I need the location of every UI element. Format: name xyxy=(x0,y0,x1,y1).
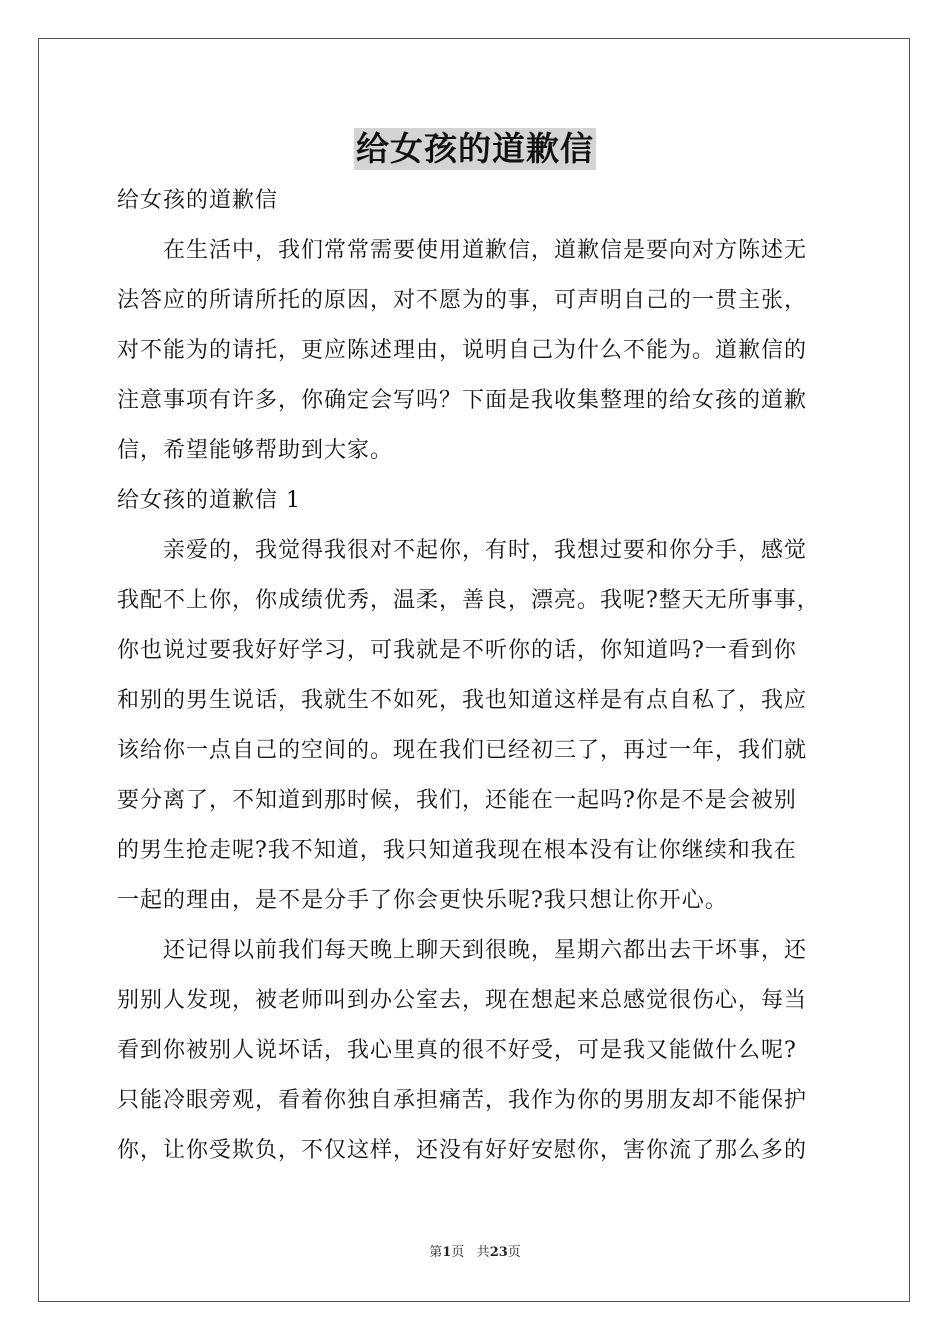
text-line: 该给你一点自己的空间的。现在我们已经初三了，再过一年，我们就 xyxy=(117,738,808,763)
text-line: 别别人发现，被老师叫到办公室去，现在想起来总感觉很伤心，每当 xyxy=(117,988,808,1013)
page-prefix: 第 xyxy=(429,1245,443,1260)
total-prefix: 共 xyxy=(476,1245,490,1260)
document-body xyxy=(117,176,837,1176)
text-line: 你，让你受欺负，不仅这样，还没有好好安慰你，害你流了那么多的 xyxy=(117,1138,808,1163)
text-line: 只能冷眼旁观，看着你独自承担痛苦，我作为你的男朋友却不能保护 xyxy=(117,1088,808,1113)
page-footer xyxy=(0,1244,950,1262)
text-line: 还记得以前我们每天晚上聊天到很晚，星期六都出去干坏事，还 xyxy=(163,938,808,963)
title-container xyxy=(0,128,950,170)
section-heading: 给女孩的道歉信 1 xyxy=(117,488,301,513)
text-line: 在生活中，我们常常需要使用道歉信，道歉信是要向对方陈述无 xyxy=(163,238,808,263)
page-number: 1 xyxy=(442,1245,452,1260)
text-line: 注意事项有许多，你确定会写吗？下面是我收集整理的给女孩的道歉 xyxy=(117,388,808,413)
text-line: 看到你被别人说坏话，我心里真的很不好受，可是我又能做什么呢? xyxy=(117,1038,797,1063)
document-title: 给女孩的道歉信 xyxy=(356,129,594,168)
text-line: 要分离了，不知道到那时候，我们，还能在一起吗?你是不是会被别 xyxy=(117,788,797,813)
text-line: 我配不上你，你成绩优秀，温柔，善良，漂亮。我呢?整天无所事事， xyxy=(117,588,820,613)
text-line: 和别的男生说话，我就生不如死，我也知道这样是有点自私了，我应 xyxy=(117,688,808,713)
text-line: 法答应的所请所托的原因，对不愿为的事，可声明自己的一贯主张， xyxy=(117,288,808,313)
page-suffix: 页 xyxy=(451,1245,465,1260)
text-line: 一起的理由，是不是分手了你会更快乐呢?我只想让你开心。 xyxy=(117,888,728,913)
total-suffix: 页 xyxy=(507,1245,521,1260)
text-line: 对不能为的请托，更应陈述理由，说明自己为什么不能为。道歉信的 xyxy=(117,338,808,363)
total-pages: 23 xyxy=(489,1245,508,1260)
text-line: 的男生抢走呢?我不知道，我只知道我现在根本没有让你继续和我在 xyxy=(117,838,797,863)
text-line: 你也说过要我好好学习，可我就是不听你的话，你知道吗?一看到你 xyxy=(117,638,797,663)
text-line: 信，希望能够帮助到大家。 xyxy=(117,438,394,463)
text-line: 亲爱的，我觉得我很对不起你，有时，我想过要和你分手，感觉 xyxy=(163,538,808,563)
subtitle-line: 给女孩的道歉信 xyxy=(117,188,279,213)
